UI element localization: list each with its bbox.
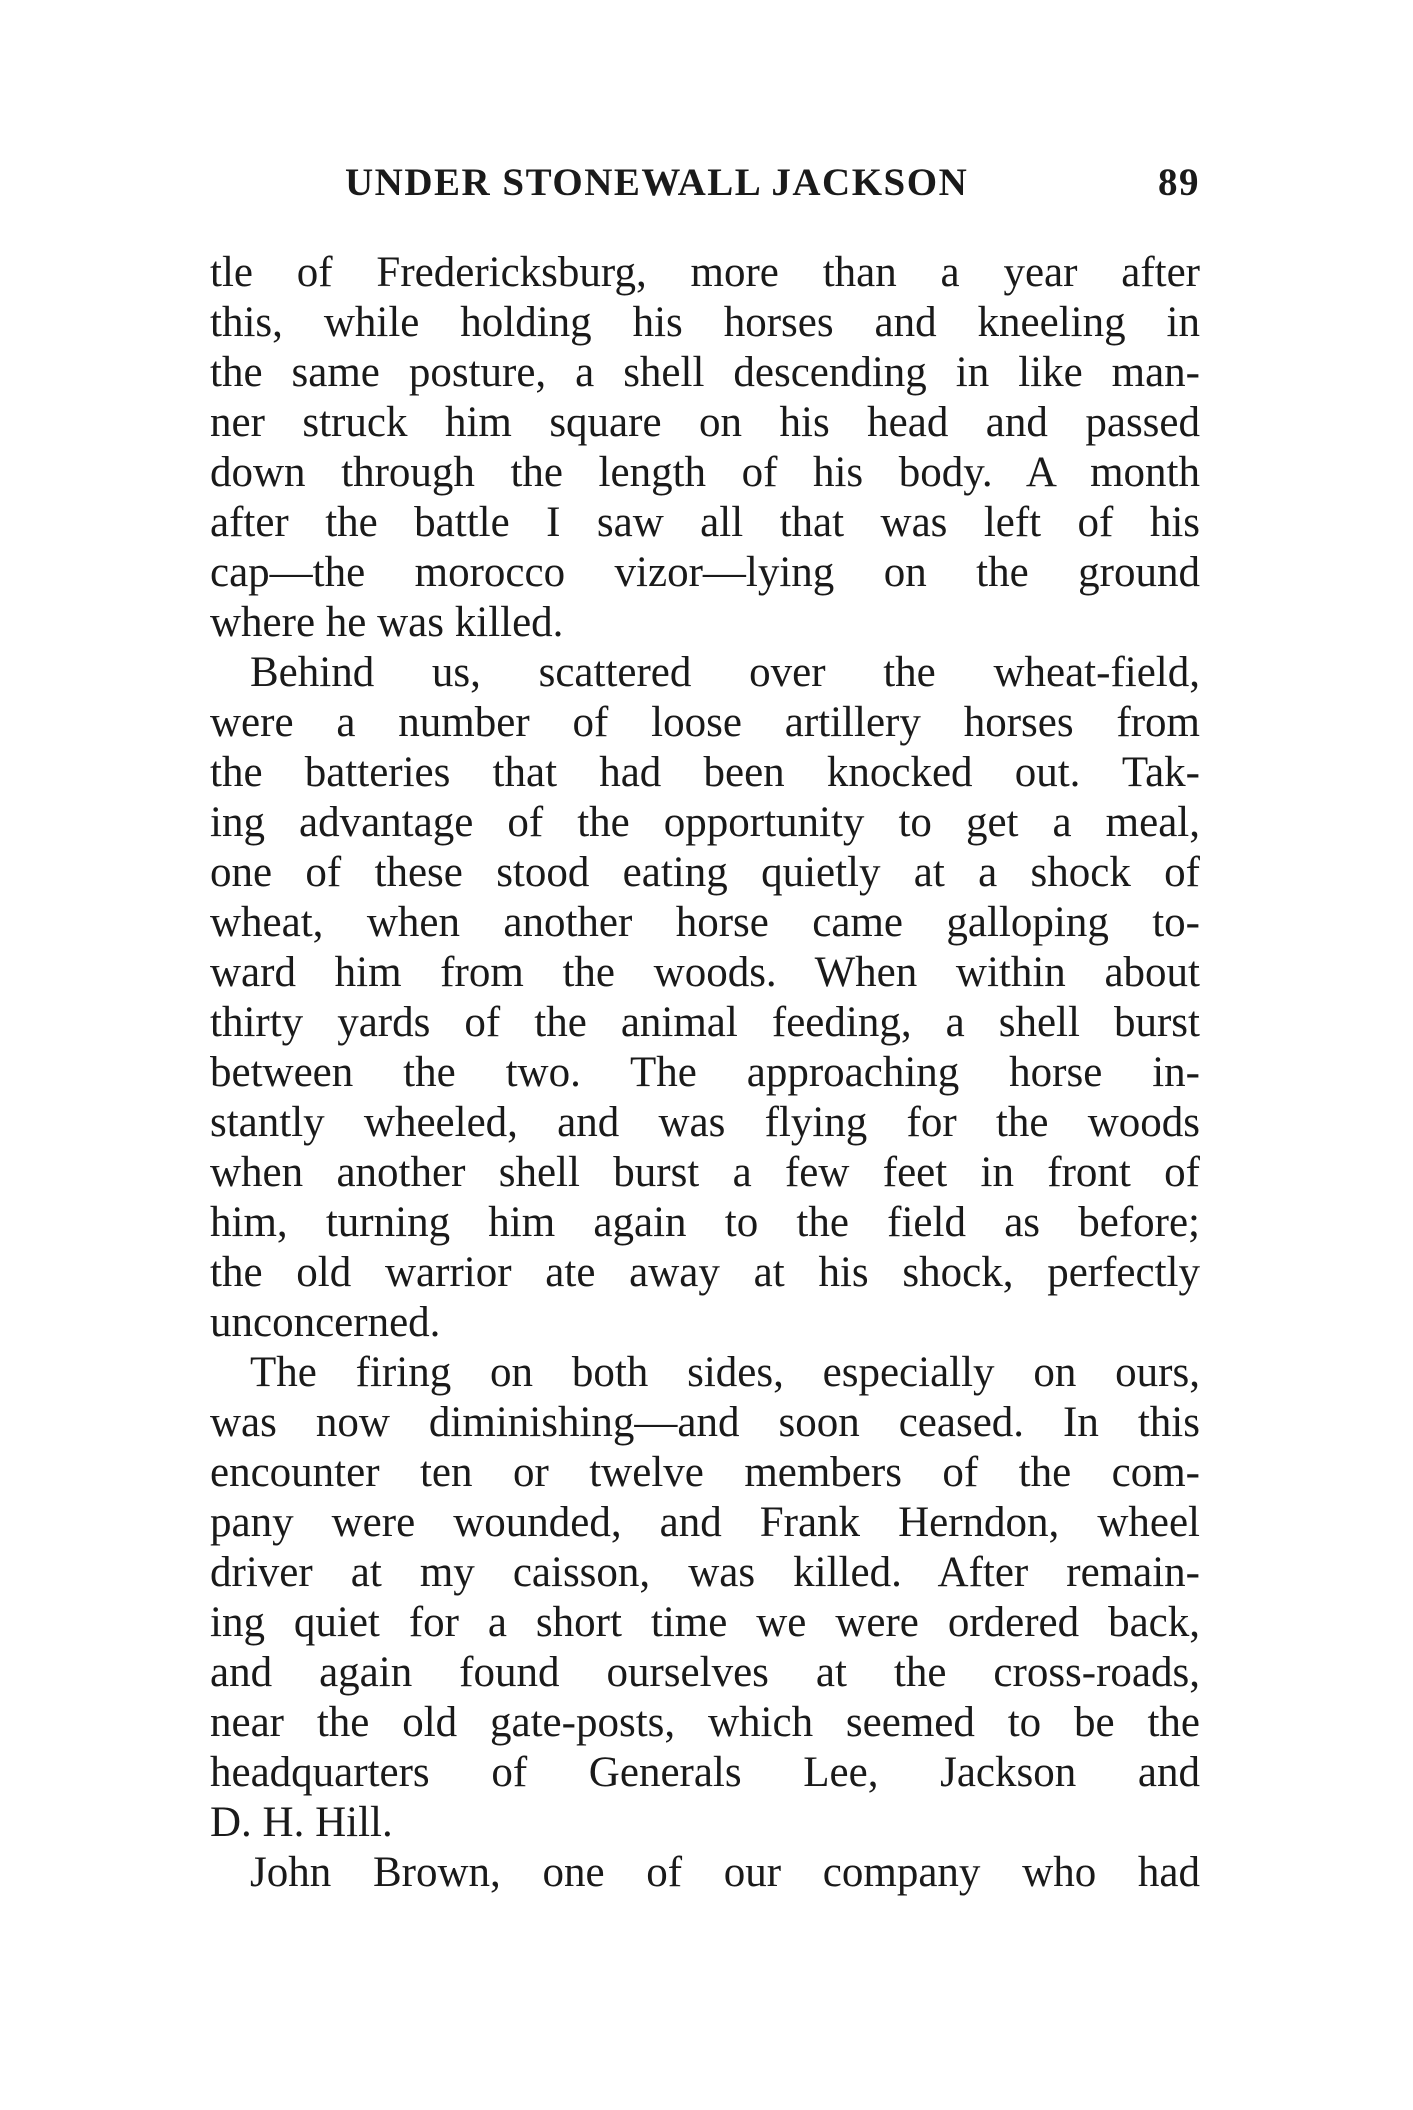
page-number: 89	[1158, 161, 1200, 204]
text-line: near the old gate-posts, which seemed to be the	[210, 1699, 1200, 1746]
text-line: headquarters of Generals Lee, Jackson and	[210, 1749, 1200, 1796]
text-line: unconcerned.	[210, 1299, 441, 1346]
text-line: and again found ourselves at the cross-roads,	[210, 1649, 1200, 1696]
text-line: the same posture, a shell descending in like man-	[210, 349, 1200, 396]
text-line: thirty yards of the animal feeding, a shell burst	[210, 999, 1200, 1046]
text-line: stantly wheeled, and was flying for the woods	[210, 1099, 1200, 1146]
text-line: the old warrior ate away at his shock, perfectly	[210, 1249, 1200, 1296]
text-line: John Brown, one of our company who had	[250, 1849, 1200, 1896]
running-title: UNDER STONEWALL JACKSON	[345, 161, 969, 204]
text-line: one of these stood eating quietly at a shock of	[210, 849, 1200, 896]
text-line: ward him from the woods. When within about	[210, 949, 1200, 996]
paragraph	[210, 248, 1200, 648]
text-line: down through the length of his body. A month	[210, 449, 1200, 496]
text-line: The firing on both sides, especially on ours,	[250, 1349, 1200, 1396]
text-line: between the two. The approaching horse in-	[210, 1049, 1200, 1096]
text-line: him, turning him again to the field as before;	[210, 1199, 1200, 1246]
text-line: ing quiet for a short time we were ordered back,	[210, 1599, 1200, 1646]
text-line: after the battle I saw all that was left of his	[210, 499, 1200, 546]
paragraph	[210, 1348, 1200, 1848]
paragraph	[210, 1848, 1200, 1898]
paragraph	[210, 648, 1200, 1348]
text-line: pany were wounded, and Frank Herndon, wheel	[210, 1499, 1200, 1546]
text-line: encounter ten or twelve members of the com-	[210, 1449, 1200, 1496]
text-line: where he was killed.	[210, 599, 564, 646]
text-line: Behind us, scattered over the wheat-field,	[250, 649, 1200, 696]
text-line: ing advantage of the opportunity to get a meal,	[210, 799, 1200, 846]
text-line: this, while holding his horses and kneeling in	[210, 299, 1200, 346]
text-line: tle of Fredericksburg, more than a year after	[210, 249, 1200, 296]
text-line: ner struck him square on his head and passed	[210, 399, 1200, 446]
text-line: cap—the morocco vizor—lying on the ground	[210, 549, 1200, 596]
text-line: D. H. Hill.	[210, 1799, 393, 1846]
text-line: the batteries that had been knocked out. Tak-	[210, 749, 1200, 796]
running-head	[210, 160, 1200, 220]
text-line: were a number of loose artillery horses from	[210, 699, 1200, 746]
text-line: wheat, when another horse came galloping to-	[210, 899, 1200, 946]
text-line: was now diminishing—and soon ceased. In this	[210, 1399, 1200, 1446]
text-line: when another shell burst a few feet in front of	[210, 1149, 1200, 1196]
body-text	[210, 248, 1200, 1898]
text-line: driver at my caisson, was killed. After remain-	[210, 1549, 1200, 1596]
